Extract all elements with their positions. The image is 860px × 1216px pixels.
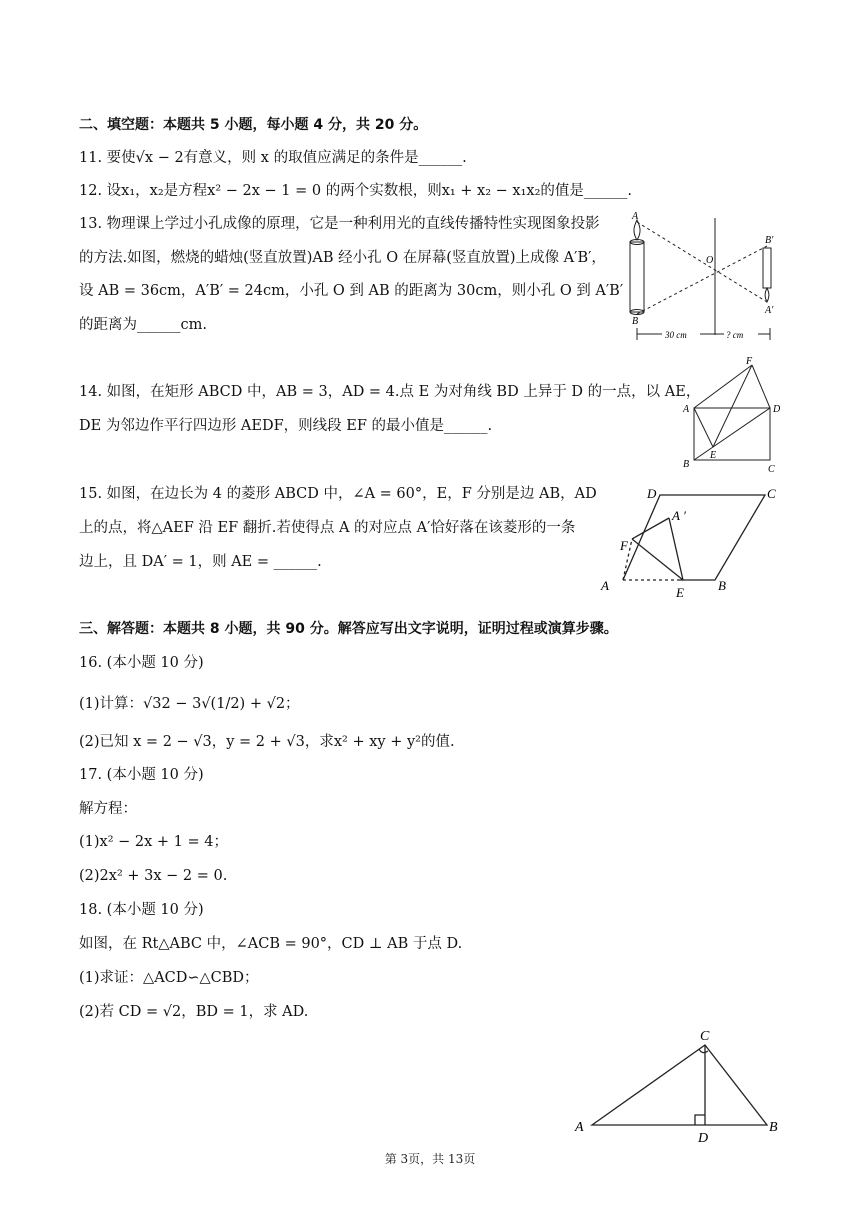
question-13-line-4: 的距离为______cm. bbox=[79, 317, 207, 333]
question-13-line-2: 的方法.如图，燃烧的蜡烛(竖直放置)AB 经小孔 O 在屏幕(竖直放置)上成像 A′B′， bbox=[79, 250, 606, 266]
question-17-title: 17. (本小题 10 分) bbox=[79, 767, 204, 783]
label-B-prime: B′ bbox=[765, 235, 774, 246]
question-18-part-1: (1)求证：△ACD∽△CBD； bbox=[79, 970, 259, 986]
label-B: B bbox=[769, 1120, 778, 1135]
label-E: E bbox=[710, 450, 717, 461]
triangle-figure bbox=[570, 1025, 785, 1145]
question-13-line-1: 13. 物理课上学过小孔成像的原理，它是一种利用光的直线传播特性实现图象投影 bbox=[79, 216, 600, 232]
section-3-heading: 三、解答题：本题共 8 小题，共 90 分。解答应写出文字说明，证明过程或演算步骤。 bbox=[79, 621, 618, 637]
candle-body bbox=[630, 242, 644, 312]
question-12: 12. 设x₁，x₂是方程x² − 2x − 1 = 0 的两个实数根，则x₁ + x₂ − x₁x₂的值是______. bbox=[79, 183, 633, 199]
dim-label-30cm: 30 cm bbox=[665, 330, 687, 340]
question-17-part-2: (2)2x² + 3x − 2 = 0. bbox=[79, 868, 228, 884]
question-13-line-3: 设 AB = 36cm，A′B′ = 24cm，小孔 O 到 AB 的距离为 30cm，则小孔 O 到 A′B′ bbox=[79, 283, 624, 299]
label-D: D bbox=[773, 404, 781, 415]
rhombus-outline bbox=[623, 495, 765, 580]
ray-top bbox=[637, 222, 767, 302]
question-11: 11. 要使√x − 2有意义，则 x 的取值应满足的条件是______. bbox=[79, 150, 467, 166]
right-angle-D bbox=[695, 1115, 705, 1125]
label-C: C bbox=[700, 1029, 710, 1044]
rhombus-figure bbox=[595, 482, 790, 602]
section-2-heading: 二、填空题：本题共 5 小题，每小题 4 分，共 20 分。 bbox=[79, 117, 428, 133]
label-C: C bbox=[767, 486, 776, 501]
label-A: A bbox=[632, 211, 639, 222]
question-15-line-3: 边上，且 DA′ = 1，则 AE = ______. bbox=[79, 554, 322, 570]
pinhole-figure bbox=[620, 210, 795, 345]
question-17-intro: 解方程： bbox=[79, 801, 137, 817]
seg-EF bbox=[713, 365, 752, 447]
question-15-line-2: 上的点，将△AEF 沿 EF 翻折.若使得点 A 的对应点 A′恰好落在该菱形的一条 bbox=[79, 520, 576, 536]
label-C: C bbox=[768, 464, 775, 475]
label-F: F bbox=[746, 356, 753, 367]
label-D: D bbox=[698, 1131, 709, 1146]
label-A-prime: A ′ bbox=[672, 508, 686, 523]
question-18-title: 18. (本小题 10 分) bbox=[79, 902, 204, 918]
question-15-line-1: 15. 如图，在边长为 4 的菱形 ABCD 中，∠A = 60°，E，F 分别是边 AB，AD bbox=[79, 486, 597, 502]
right-angle-C bbox=[699, 1049, 708, 1053]
label-A: A bbox=[575, 1120, 584, 1135]
ray-bottom bbox=[637, 246, 767, 314]
label-A: A bbox=[601, 578, 609, 593]
question-14-line-1: 14. 如图，在矩形 ABCD 中，AB = 3，AD = 4.点 E 为对角线 BD 上异于 D 的一点，以 AE， bbox=[79, 384, 701, 400]
question-18-intro: 如图，在 Rt△ABC 中，∠ACB = 90°，CD ⊥ AB 于点 D. bbox=[79, 936, 463, 952]
rectangle-figure bbox=[680, 355, 800, 475]
page-footer: 第 3页，共 13页 bbox=[384, 1152, 476, 1166]
label-A-prime: A′ bbox=[765, 305, 774, 316]
label-D: D bbox=[647, 486, 657, 501]
label-B: B bbox=[632, 316, 639, 327]
seg-DF bbox=[752, 365, 770, 408]
image-body bbox=[763, 248, 771, 288]
diag-BD bbox=[694, 408, 770, 460]
image-flame bbox=[765, 288, 769, 302]
label-B: B bbox=[683, 459, 690, 470]
seg-FA-prime bbox=[632, 518, 669, 539]
question-18-part-2: (2)若 CD = √2，BD = 1，求 AD. bbox=[79, 1004, 309, 1020]
question-16-part-1: (1)计算：√32 − 3√(1/2) + √2； bbox=[79, 696, 300, 712]
label-A: A bbox=[683, 404, 690, 415]
seg-AF bbox=[694, 365, 752, 408]
label-F: F bbox=[620, 538, 628, 553]
question-16-title: 16. (本小题 10 分) bbox=[79, 655, 204, 671]
label-E: E bbox=[676, 585, 684, 600]
question-17-part-1: (1)x² − 2x + 1 = 4； bbox=[79, 834, 228, 850]
dim-label-unknown: ? cm bbox=[726, 330, 744, 340]
seg-AE bbox=[694, 408, 713, 447]
triangle-ABC bbox=[592, 1045, 767, 1125]
label-O: O bbox=[706, 255, 714, 266]
question-16-part-2: (2)已知 x = 2 − √3，y = 2 + √3，求x² + xy + y²的值. bbox=[79, 734, 455, 750]
question-14-line-2: DE 为邻边作平行四边形 AEDF，则线段 EF 的最小值是______. bbox=[79, 418, 493, 434]
label-B: B bbox=[718, 578, 726, 593]
